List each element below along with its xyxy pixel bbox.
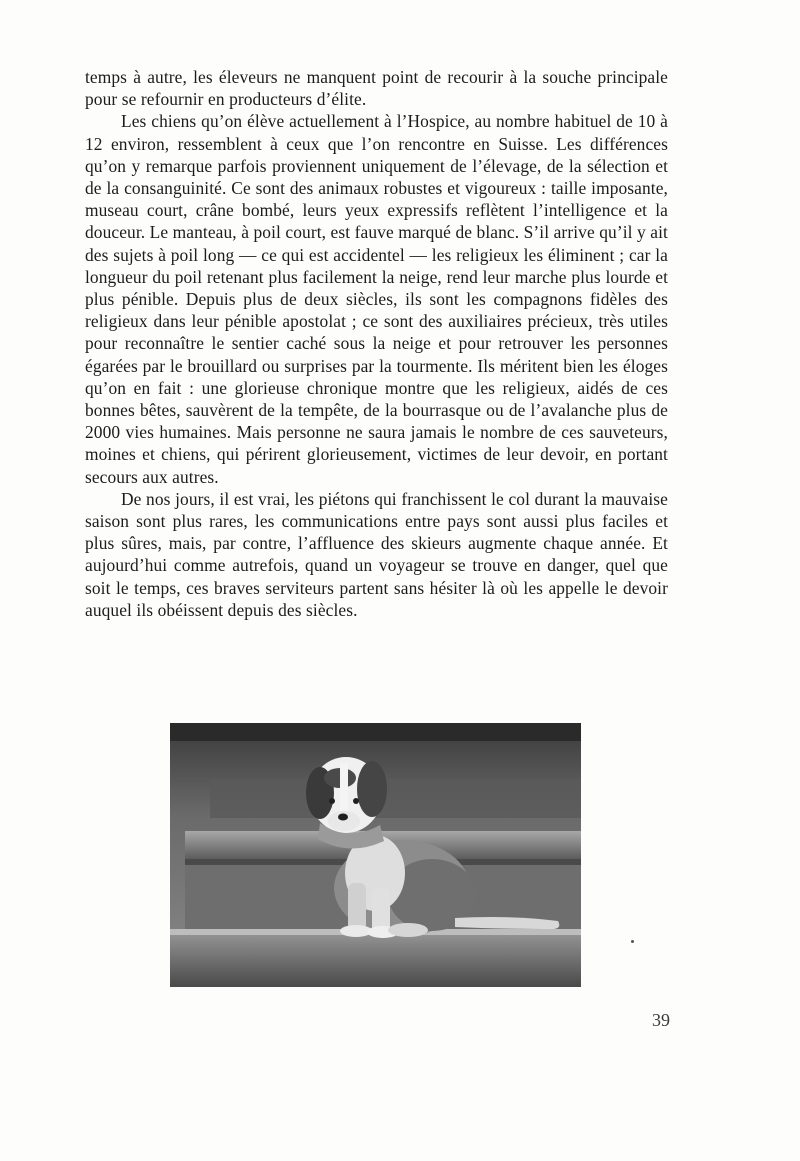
puppy-paw-left [340, 925, 372, 937]
article-body [85, 66, 668, 621]
print-speck [631, 940, 634, 943]
paragraph-continuation: temps à autre, les éleveurs ne manquent point de recourir à la souche principale pour se refournir en producteurs d’élite. [85, 67, 668, 110]
puppy-hind-paw [388, 923, 428, 937]
paragraph-dogs-description: Les chiens qu’on élève actuellement à l’Hospice, au nombre habituel de 10 à 12 environ, ressemblent à ceux que l’on rencontre en Suisse. Les différences qu’on y remarque parfois proviennent uniquement de l’élevage, de la sélection et de la consanguinité. Ce sont des animaux robustes et vigoureux : taille imposante, museau court, crâne bombé, leurs yeux expressifs reflètent l’intelligence et la douceur. Le manteau, à poil court, est fauve marqué de blanc. S’il arrive qu’il y ait des sujets à poil long — ce qui est accidentel — les religieux les éliminent ; car la longueur du poil retenant plus facilement la neige, rend leur marche plus lourde et plus pénible. Depuis plus de deux siècles, ils sont les compagnons fidèles des religieux dans leur pénible apostolat ; ce sont des auxiliaires précieux, très utiles pour reconnaître le sentier caché sous la neige et pour retrouver les personnes égarées par le brouillard ou surprises par la tourmente. Ils méritent bien les éloges qu’on en fait : une glorieuse chronique montre que les religieux, aidés de ces bonnes bêtes, sauvèrent de la tempête, de la bourrasque ou de l’avalanche plus de 2000 vies humaines. Mais personne ne saura jamais le nombre de ces sauveteurs, moines et chiens, qui périrent glorieusement, victimes de leur devoir, en portant secours aux autres. [85, 111, 668, 487]
puppy-eye-left [329, 798, 335, 804]
page-number: 39 [652, 1010, 670, 1030]
puppy-photo [170, 723, 581, 987]
stone-base-slab [170, 929, 581, 987]
puppy-front-leg-left [348, 883, 366, 931]
upper-stone-ledge [210, 778, 581, 818]
puppy-ear-right [357, 761, 387, 817]
puppy-eye-right [353, 798, 359, 804]
paragraph-modern-days: De nos jours, il est vrai, les piétons qui franchissent le col durant la mauvaise saison sont plus rares, les communications entre pays sont aussi plus faciles et plus sûres, mais, par contre, l’affluence des skieurs augmente chaque année. Et aujourd’hui comme autrefois, quand un voyageur se trouve en danger, quel que soit le temps, ces braves serviteurs partent sans hésiter là où les appelle le devoir auquel ils obéissent depuis des siècles. [85, 488, 668, 620]
puppy-front-leg-right [372, 888, 390, 932]
puppy-blaze [340, 763, 348, 813]
puppy-photo-illustration [170, 723, 581, 987]
puppy-nose [338, 814, 348, 821]
photo-top-shadow [170, 723, 581, 741]
